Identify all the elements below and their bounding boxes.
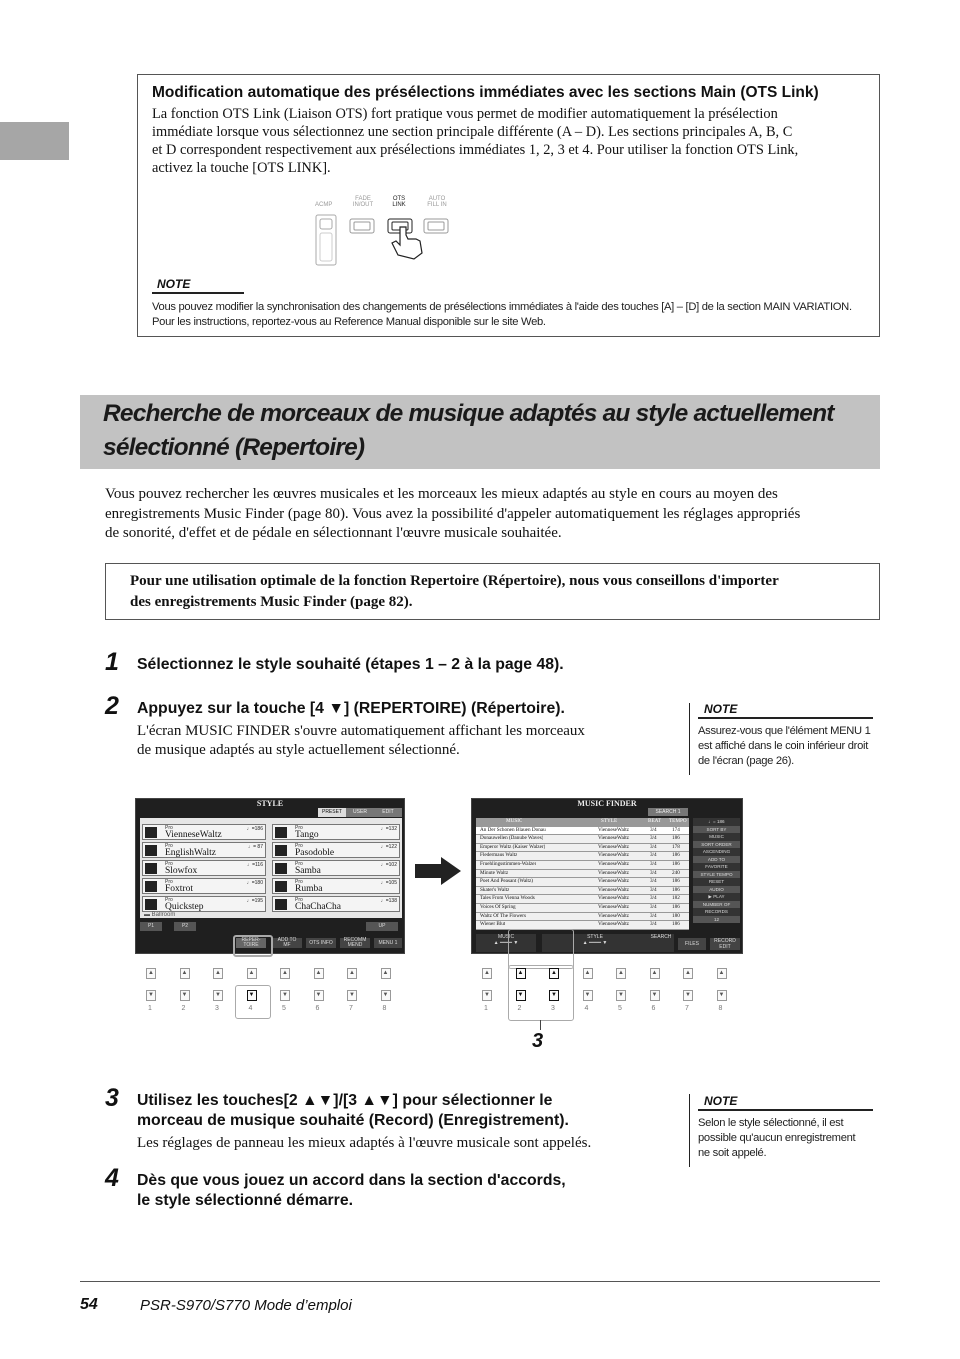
key-up-2[interactable]: ▲: [516, 968, 526, 979]
style-item[interactable]: Pro Samba ♩=102: [272, 860, 400, 876]
side-panel-label: SORT ORDER: [693, 841, 740, 849]
key-number: 4: [248, 1005, 253, 1012]
key-4-highlight: [235, 985, 271, 1019]
cell-beat: 3/4: [650, 878, 657, 885]
style-screen-title: STYLE: [256, 799, 284, 808]
panel-buttons-icon: [310, 211, 460, 271]
key-down-6[interactable]: ▼: [650, 990, 660, 1001]
cell-style: VienneseWaltz: [598, 878, 629, 885]
key-up-8[interactable]: ▲: [717, 968, 727, 979]
cell-music: An Der Schonen Blauen Donau: [480, 826, 546, 833]
menu-1-button[interactable]: MENU 1: [374, 938, 402, 948]
cell-tempo: 186: [672, 903, 680, 910]
cell-tempo: 180: [672, 912, 680, 919]
step-1-number: 1: [105, 648, 119, 676]
note-2-text: Assurez-vous que l'élément MENU 1 est affiché dans le coin inférieur droit de l'écran (page 26).: [698, 725, 871, 767]
key-up-3[interactable]: ▲: [549, 968, 559, 979]
side-panel-label: STYLE TEMPO: [693, 871, 740, 879]
key-down-1[interactable]: ▼: [146, 990, 156, 1001]
key-number: 6: [315, 1005, 320, 1012]
key-down-5[interactable]: ▼: [616, 990, 626, 1001]
style-item[interactable]: Pro Pasodoble ♩=122: [272, 842, 400, 858]
cell-style: VienneseWaltz: [598, 852, 629, 859]
ots-line: activez la touche [OTS LINK].: [152, 160, 331, 176]
music-finder-table: [476, 818, 689, 930]
repertoire-button[interactable]: REPER- TOIRE: [236, 938, 266, 948]
note-rule: [698, 717, 873, 719]
cell-style: VienneseWaltz: [598, 895, 629, 902]
music-sort-control[interactable]: MUSIC ▲ ━━━━ ▼: [476, 934, 536, 952]
cell-style: VienneseWaltz: [598, 921, 629, 928]
key-number: 1: [484, 1005, 488, 1012]
note-label: NOTE: [704, 702, 738, 716]
key-up-6[interactable]: ▲: [650, 968, 660, 979]
cell-tempo: 186: [672, 886, 680, 893]
side-panel-label: RECORDS: [693, 908, 740, 916]
tab-preset[interactable]: PRESET: [318, 808, 346, 817]
callout-3-label: 3: [532, 1030, 544, 1052]
cell-music: Poet And Peasant (Waltz): [480, 878, 534, 885]
ots-line: immédiate lorsque vous sélectionnez une section principale différente (A – D). Les sections principales A, B, C: [152, 124, 793, 140]
cell-beat: 3/4: [650, 912, 657, 919]
key-up-7[interactable]: ▲: [347, 968, 357, 979]
tip-text: Pour une utilisation optimale de la fonction Repertoire (Répertoire), nous vous conseillons d'importer des enregistrements Music Finder (page 82).: [130, 573, 779, 610]
cell-beat: 3/4: [650, 843, 657, 850]
page-tab-marker: [0, 122, 69, 160]
ots-link-title: Modification automatique des présélections immédiates avec les sections Main (OTS Link): [152, 84, 819, 101]
cell-music: Minute Waltz: [480, 869, 509, 876]
arrow-right-icon: [413, 856, 463, 886]
style-item[interactable]: Pro ChaChaCha ♩=138: [272, 896, 400, 912]
cell-beat: 3/4: [650, 869, 657, 876]
keys-2-3-highlight: [508, 965, 574, 1021]
cell-beat: 3/4: [650, 835, 657, 842]
cell-music: Emperor Waltz (Kaiser Walzer): [480, 843, 546, 850]
table-row[interactable]: [476, 921, 689, 930]
ots-line: La fonction OTS Link (Liaison OTS) fort pratique vous permet de modifier automatiquement la présélection: [152, 106, 778, 122]
ots-line: et D correspondent respectivement aux présélections immédiates 1, 2, 3 et 4. Pour utiliser la fonction OTS Link,: [152, 142, 799, 158]
style-page-row: [140, 922, 402, 932]
folder-label: ▬ Ballroom: [144, 912, 176, 918]
table-header: MUSIC STYLE BEAT TEMPO: [476, 818, 689, 827]
key-up-2[interactable]: ▲: [180, 968, 190, 979]
cell-beat: 3/4: [650, 921, 657, 928]
key-number: 2: [517, 1005, 522, 1012]
cell-beat: 3/4: [650, 826, 657, 833]
side-panel-label: ADD TO: [693, 856, 740, 864]
key-down-3[interactable]: ▼: [213, 990, 223, 1001]
files-button[interactable]: FILES: [678, 938, 706, 950]
key-number: 1: [148, 1005, 152, 1012]
key-number: 2: [181, 1005, 186, 1012]
section-title: Recherche de morceaux de musique adaptés au style actuellement sélectionné (Repertoire): [103, 400, 834, 461]
cell-tempo: 186: [672, 835, 680, 842]
step-3-heading: Utilisez les touches[2 ▲▼]/[3 ▲▼] pour sélectionner le morceau de musique souhaité (Record) (Enregistrement).: [137, 1092, 569, 1129]
cell-style: VienneseWaltz: [598, 903, 629, 910]
step-1-heading: Sélectionnez le style souhaité (étapes 1 – 2 à la page 48).: [137, 656, 564, 673]
step-2-heading: Appuyez sur la touche [4 ▼] (REPERTOIRE) (Répertoire).: [137, 700, 565, 717]
acmp-label: ACMP: [315, 202, 333, 208]
up-button[interactable]: UP: [366, 922, 398, 931]
key-number: 4: [584, 1005, 589, 1012]
folder-icon: ▬: [144, 912, 152, 918]
repertoire-highlight: [233, 935, 273, 957]
record-edit-button[interactable]: RECORD EDIT: [710, 938, 740, 950]
callout-line: [540, 1020, 541, 1030]
key-down-8[interactable]: ▼: [717, 990, 727, 1001]
auto-fill-label: AUTO FILL IN: [427, 196, 447, 208]
table-row[interactable]: [476, 870, 689, 879]
key-up-4[interactable]: ▲: [247, 968, 257, 979]
footer-rule: [80, 1281, 880, 1282]
table-row[interactable]: [476, 887, 689, 896]
cell-beat: 3/4: [650, 860, 657, 867]
ots-note-text: Vous pouvez modifier la synchronisation des changements de présélections immédiates à l'aide des touches [A] – [D] de la section MAIN VARIATION. Pour les instructions, reportez-vous au Reference Manual disponible sur le site Web.: [152, 301, 852, 328]
cell-beat: 3/4: [650, 895, 657, 902]
cell-style: VienneseWaltz: [598, 835, 629, 842]
key-down-8[interactable]: ▼: [381, 990, 391, 1001]
style-item[interactable]: Pro Foxtrot ♩=180: [142, 878, 266, 894]
key-number: 3: [215, 1005, 219, 1012]
style-grid: [140, 818, 402, 918]
music-control-highlight: [508, 929, 574, 969]
search-1-tab[interactable]: SEARCH 1: [648, 808, 688, 816]
side-panel-label: ▶ PLAY: [693, 893, 740, 901]
key-down-4[interactable]: ▼: [583, 990, 593, 1001]
add-to-mf-button[interactable]: ADD TO MF: [272, 938, 302, 948]
step-4-heading: Dès que vous jouez un accord dans la section d'accords, le style sélectionné démarre.: [137, 1172, 566, 1209]
key-number: 7: [685, 1005, 689, 1012]
style-item[interactable]: Pro VienneseWaltz ♩=186: [142, 824, 266, 840]
step-2-number: 2: [105, 692, 119, 720]
table-row[interactable]: [476, 835, 689, 844]
cell-music: Skater's Waltz: [480, 886, 510, 893]
cell-tempo: 186: [672, 852, 680, 859]
cell-beat: 3/4: [650, 903, 657, 910]
key-down-7[interactable]: ▼: [683, 990, 693, 1001]
step-4-number: 4: [105, 1164, 119, 1192]
style-item[interactable]: Pro Slowfox ♩=116: [142, 860, 266, 876]
note-rule: [698, 1109, 873, 1111]
key-down-7[interactable]: ▼: [347, 990, 357, 1001]
section-intro: Vous pouvez rechercher les œuvres musicales et les morceaux les mieux adaptés au style en cours au moyen des enregistrements Music Finder (page 80). Vous avez la possibilité d'appeler automatiquement les réglages appropriés de sonorité, d'effet et de pédale en sélectionnant l'œuvre musicale souhaitée.: [105, 486, 801, 541]
style-item[interactable]: Pro EnglishWaltz ♩= 87: [142, 842, 266, 858]
key-down-4[interactable]: ▼: [247, 990, 257, 1001]
cell-tempo: 174: [672, 826, 680, 833]
side-panel-label: MUSIC: [693, 833, 740, 841]
table-row[interactable]: [476, 878, 689, 887]
style-item[interactable]: Pro Quickstep ♩=195: [142, 896, 266, 912]
style-item[interactable]: Pro Rumba ♩=105: [272, 878, 400, 894]
side-panel-label: ♩= 186: [693, 818, 740, 826]
cell-style: VienneseWaltz: [598, 886, 629, 893]
cell-tempo: 182: [672, 895, 680, 902]
fade-label: FADE IN/OUT: [352, 196, 374, 208]
ots-info-button[interactable]: OTS INFO: [306, 938, 336, 948]
table-row[interactable]: [476, 904, 689, 913]
style-tabs: [318, 808, 402, 817]
table-row[interactable]: [476, 895, 689, 904]
left-panel-keys: [140, 968, 405, 1018]
table-row[interactable]: [476, 844, 689, 853]
key-number: 5: [618, 1005, 622, 1012]
cell-tempo: 186: [672, 860, 680, 867]
side-panel-label: SORT BY: [693, 826, 740, 834]
side-panel-label: FAVORITE: [693, 863, 740, 871]
table-row[interactable]: [476, 913, 689, 922]
style-item[interactable]: Pro Tango ♩=132: [272, 824, 400, 840]
key-up-5[interactable]: ▲: [616, 968, 626, 979]
key-number: 6: [651, 1005, 656, 1012]
cell-style: VienneseWaltz: [598, 860, 629, 867]
key-up-6[interactable]: ▲: [314, 968, 324, 979]
key-up-4[interactable]: ▲: [583, 968, 593, 979]
key-number: 7: [349, 1005, 353, 1012]
note-side-rule: [689, 703, 690, 775]
cell-tempo: 178: [672, 843, 680, 850]
key-number: 8: [382, 1005, 387, 1012]
key-up-7[interactable]: ▲: [683, 968, 693, 979]
key-down-2[interactable]: ▼: [180, 990, 190, 1001]
ots-panel-illustration: [310, 193, 460, 268]
side-panel-label: ASCENDING: [693, 848, 740, 856]
note-label: NOTE: [157, 277, 191, 291]
key-up-1[interactable]: ▲: [482, 968, 492, 979]
cell-music: Tales From Vienna Woods: [480, 895, 535, 902]
key-down-2[interactable]: ▼: [516, 990, 526, 1001]
key-up-5[interactable]: ▲: [280, 968, 290, 979]
key-up-3[interactable]: ▲: [213, 968, 223, 979]
table-row[interactable]: [476, 852, 689, 861]
key-up-1[interactable]: ▲: [146, 968, 156, 979]
note-side-rule: [689, 1094, 690, 1167]
search-control[interactable]: SEARCH: [648, 934, 674, 952]
cell-tempo: 186: [672, 921, 680, 928]
key-number: 5: [282, 1005, 286, 1012]
step-3-number: 3: [105, 1084, 119, 1112]
cell-music: Fruehlingsstimmen-Walzer: [480, 860, 537, 867]
cell-music: Waltz Of The Flowers: [480, 912, 527, 919]
page-p1-button[interactable]: P1: [140, 922, 162, 931]
key-number: 8: [718, 1005, 723, 1012]
cell-tempo: 186: [672, 878, 680, 885]
key-up-8[interactable]: ▲: [381, 968, 391, 979]
key-down-5[interactable]: ▼: [280, 990, 290, 1001]
music-finder-side-panel: [693, 818, 740, 924]
page-p2-button[interactable]: P2: [174, 922, 196, 931]
cell-style: VienneseWaltz: [598, 843, 629, 850]
side-panel-label: RESET: [693, 878, 740, 886]
ots-link-label: OTS LINK: [392, 196, 406, 208]
manual-title: PSR-S970/S770 Mode d’emploi: [140, 1297, 352, 1314]
step-3-body: Les réglages de panneau les mieux adaptés à l'œuvre musicale sont appelés.: [137, 1135, 592, 1151]
tab-edit[interactable]: EDIT: [374, 808, 402, 817]
table-row[interactable]: [476, 827, 689, 836]
tab-user[interactable]: USER: [346, 808, 374, 817]
style-sort-control[interactable]: STYLE ▲ ━━━━ ▼: [542, 934, 648, 952]
note-rule: [152, 292, 244, 294]
cell-music: Wiener Blut: [480, 921, 506, 928]
cell-tempo: 240: [672, 869, 680, 876]
key-down-1[interactable]: ▼: [482, 990, 492, 1001]
key-number: 3: [551, 1005, 555, 1012]
key-down-3[interactable]: ▼: [549, 990, 559, 1001]
step-2-body: L'écran MUSIC FINDER s'ouvre automatiquement affichant les morceaux de musique adaptés au style actuellement sélectionné.: [137, 723, 585, 758]
key-down-6[interactable]: ▼: [314, 990, 324, 1001]
cell-music: Donauwellen (Danube Waves): [480, 835, 544, 842]
cell-style: VienneseWaltz: [598, 826, 629, 833]
cell-beat: 3/4: [650, 852, 657, 859]
music-finder-title: MUSIC FINDER: [577, 799, 637, 808]
cell-style: VienneseWaltz: [598, 869, 629, 876]
side-panel-label: NUMBER OF: [693, 901, 740, 909]
page-number: 54: [80, 1296, 98, 1313]
cell-music: Voices Of Spring: [480, 903, 516, 910]
cell-style: VienneseWaltz: [598, 912, 629, 919]
table-row[interactable]: [476, 861, 689, 870]
note-label: NOTE: [704, 1094, 738, 1108]
recommend-button[interactable]: RECOMM MEND: [340, 938, 370, 948]
note-3-text: Selon le style sélectionné, il est possible qu'aucun enregistrement ne soit appelé.: [698, 1117, 856, 1159]
side-panel-label: 12: [693, 916, 740, 924]
cell-music: Fledermaus Waltz: [480, 852, 518, 859]
side-panel-label: AUDIO: [693, 886, 740, 894]
cell-beat: 3/4: [650, 886, 657, 893]
ots-link-body: [152, 105, 867, 177]
